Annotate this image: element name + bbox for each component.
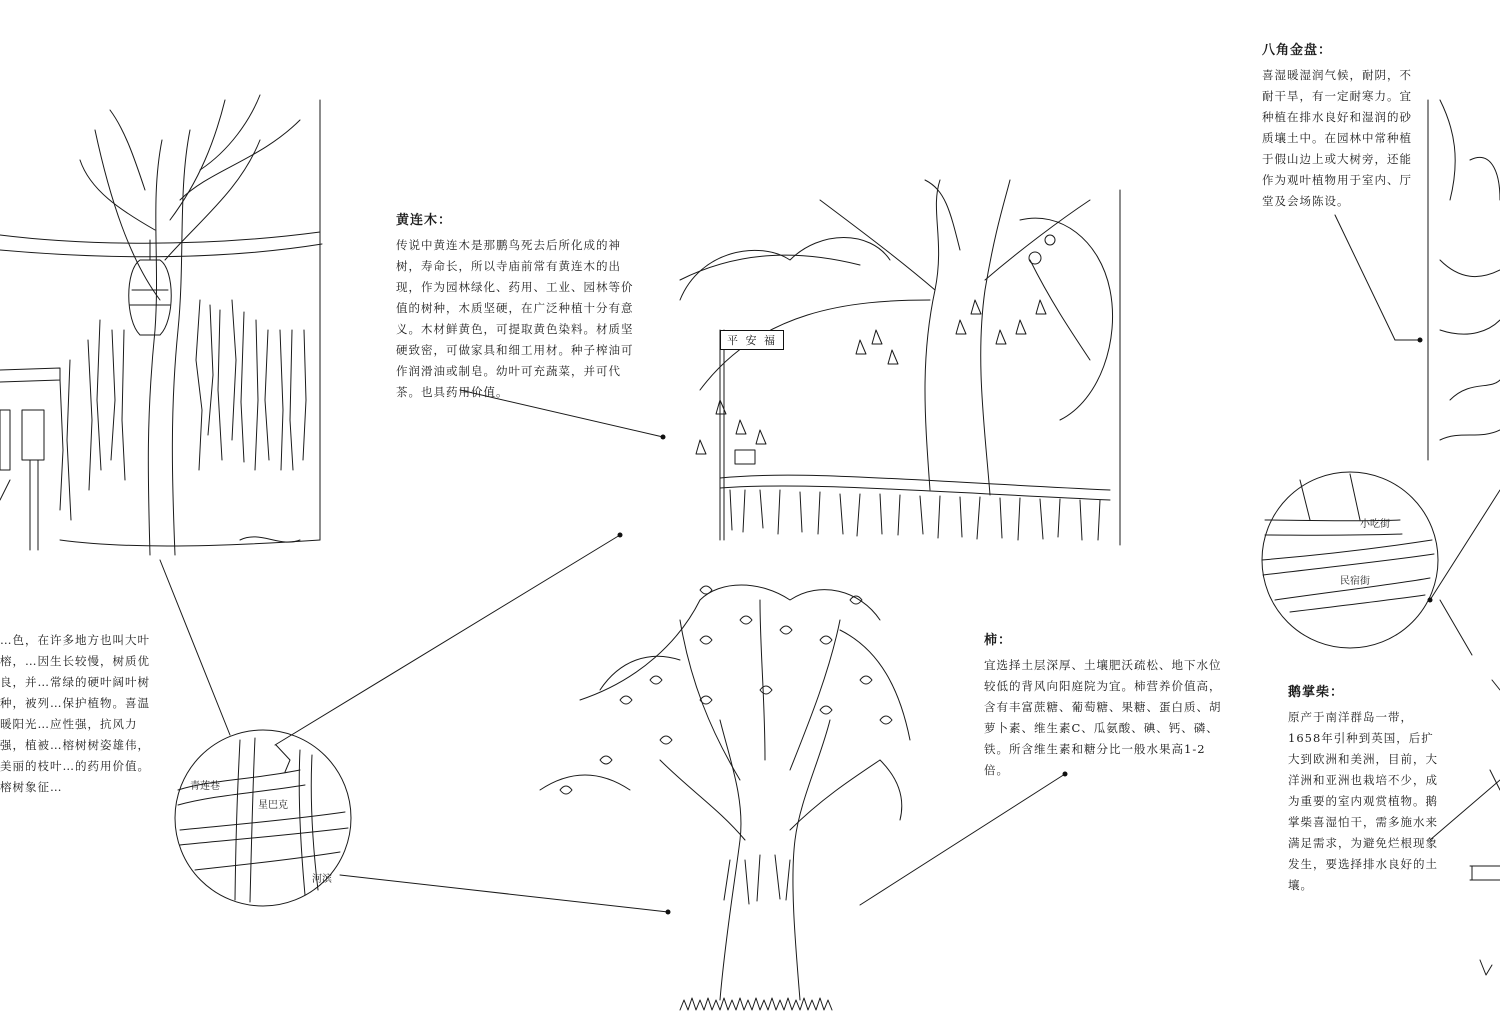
note-left-fragment-body: …色，在许多地方也叫大叶榕，…因生长较慢，树质优良，并…常绿的硬叶阔叶树种，被列…保护植物。喜温暖阳光…应性强，抗风力强，植被…榕树树姿雄伟，美丽的枝叶…的药用价值。榕树象征… (0, 633, 150, 794)
note-ezhangchai (1288, 682, 1438, 896)
note-left-fragment (0, 630, 152, 798)
map-circle-right (1262, 472, 1438, 648)
note-bajiaojinpan-title: 八角金盘： (1262, 43, 1333, 58)
tree-sketch-topleft (0, 95, 322, 555)
map-right-label-1: 小吃街 (1360, 519, 1390, 530)
note-bajiaojinpan (1262, 40, 1424, 212)
tree-sketch-pinganfu (680, 180, 1120, 545)
note-ezhangchai-body: 原产于南洋群岛一带，1658年引种到英国，后扩大到欧洲和美洲，目前，大洋洲和亚洲也栽培不少，成为重要的室内观赏植物。鹅掌柴喜湿怕干，需多施水来满足需求，为避免烂根现象发生，要选择排水良好的土壤。 (1288, 710, 1438, 892)
map-left-label-3: 河滨 (312, 874, 332, 885)
map-left-label-2: 星巴克 (258, 800, 288, 811)
tree-sketch-persimmon (540, 585, 910, 1010)
note-bajiaojinpan-body: 喜湿暖湿润气候，耐阴，不耐干旱，有一定耐寒力。宜种植在排水良好和湿润的砂质壤土中。在园林中常种植于假山边上或大树旁，还能作为观叶植物用于室内、厅堂及会场陈设。 (1262, 68, 1412, 208)
map-left-label-1: 青莲巷 (190, 781, 220, 792)
note-shi-title: 柿： (984, 633, 1013, 648)
note-shi-body: 宜选择土层深厚、土壤肥沃疏松、地下水位较低的背风向阳庭院为宜。柿营养价值高，含有丰富蔗糖、葡萄糖、果糖、蛋白质、胡萝卜素、维生素C、瓜氨酸、碘、钙、磷、铁。所含维生素和糖分比一般水果高1-2倍。 (984, 658, 1222, 777)
plant-sketch-right (1428, 100, 1500, 975)
note-huangjuemu (396, 210, 636, 403)
pinganfu-sign: 平 安 福 (720, 330, 784, 350)
note-huangjuemu-body: 传说中黄连木是那鹏鸟死去后所化成的神树，寿命长，所以寺庙前常有黄连木的出现，作为园林绿化、药用、工业、园林等价值的树种，木质坚硬，在广泛种植十分有意义。木材鲜黄色，可提取黄色染料。材质坚硬致密，可做家具和细工用材。种子榨油可作润滑油或制皂。幼叶可充蔬菜，并可代茶。也具药用价值。 (396, 238, 634, 399)
map-right-label-2: 民宿街 (1340, 576, 1370, 587)
note-ezhangchai-title: 鹅掌柴： (1288, 685, 1345, 700)
note-shi (984, 630, 1224, 781)
note-huangjuemu-title: 黄连木： (396, 213, 453, 228)
